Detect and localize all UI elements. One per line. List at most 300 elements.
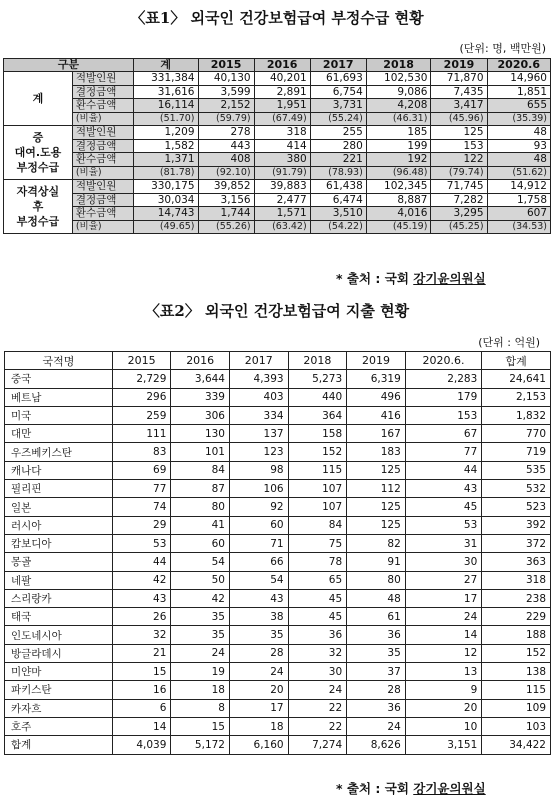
- table2-cell: 35: [171, 608, 230, 626]
- table2-cell: 24: [347, 717, 406, 735]
- table1-cell: (55.24): [310, 112, 366, 126]
- table2-cell: 98: [229, 461, 288, 479]
- table1-row: [4, 166, 551, 180]
- table2-cell: 8,626: [347, 736, 406, 754]
- table2-cell: 112: [347, 480, 406, 498]
- table2-cell: 53: [112, 534, 171, 552]
- table2-cell: 31: [405, 534, 482, 552]
- table1-row: [4, 220, 551, 234]
- table2-row: [5, 370, 551, 388]
- table2-cell: 229: [482, 608, 551, 626]
- table2-total-row: [5, 736, 551, 754]
- table1-cell: 1,571: [254, 207, 310, 221]
- table2-cell: 392: [482, 516, 551, 534]
- table1-cell: 192: [366, 153, 431, 167]
- table2-cell: 92: [229, 498, 288, 516]
- table1-cell: 9,086: [366, 85, 431, 99]
- table2-header-col: 2020.6.: [405, 352, 482, 370]
- table2-row: [5, 644, 551, 662]
- table2-cell: 34,422: [482, 736, 551, 754]
- table2-source-name: 강기윤의원실: [413, 781, 486, 796]
- table2-cell: 21: [112, 644, 171, 662]
- table1-row: [4, 193, 551, 207]
- table2-cell: 50: [171, 571, 230, 589]
- table2-cell: 32: [288, 644, 347, 662]
- table1-cell: 1,582: [133, 139, 198, 153]
- table2-cell: 35: [347, 644, 406, 662]
- table2-cell: 188: [482, 626, 551, 644]
- table2-cell: 13: [405, 663, 482, 681]
- table2-cell: 125: [347, 461, 406, 479]
- table1-cell: 199: [366, 139, 431, 153]
- table1-cell: 16,114: [133, 99, 198, 113]
- table1-cell: 14,912: [487, 180, 550, 194]
- table1-cell: (92.10): [198, 166, 254, 180]
- table2-cell: 318: [482, 571, 551, 589]
- table2-row: [5, 589, 551, 607]
- table1-cell: 30,034: [133, 193, 198, 207]
- table1-cell: 185: [366, 126, 431, 140]
- table1-cell: 122: [431, 153, 487, 167]
- table2-cell: 80: [171, 498, 230, 516]
- table1-cell: 331,384: [133, 72, 198, 86]
- table1-row: [4, 99, 551, 113]
- table2-cell: 24: [288, 681, 347, 699]
- table2-cell: 107: [288, 498, 347, 516]
- table1-cell: (51.70): [133, 112, 198, 126]
- table1-cell: 3,731: [310, 99, 366, 113]
- table2-cell: 54: [229, 571, 288, 589]
- table2-cell: 44: [405, 461, 482, 479]
- table1-row-label: 결정금액: [72, 139, 133, 153]
- table1-row: [4, 180, 551, 194]
- table2-row: [5, 461, 551, 479]
- table1-cell: 31,616: [133, 85, 198, 99]
- table2-cell: 259: [112, 406, 171, 424]
- table2-cell: 12: [405, 644, 482, 662]
- table2-country: 네팔: [5, 571, 113, 589]
- table2-cell: 26: [112, 608, 171, 626]
- table1-cell: 4,208: [366, 99, 431, 113]
- table2-cell: 65: [288, 571, 347, 589]
- table1-group-label: 계: [4, 72, 73, 126]
- table2-cell: 37: [347, 663, 406, 681]
- table1-cell: 380: [254, 153, 310, 167]
- table2-cell: 5,273: [288, 370, 347, 388]
- table1-cell: 14,743: [133, 207, 198, 221]
- table2-cell: 167: [347, 425, 406, 443]
- table1-cell: (81.78): [133, 166, 198, 180]
- table2-cell: 4,039: [112, 736, 171, 754]
- table2-cell: 45: [405, 498, 482, 516]
- table2-cell: 45: [288, 608, 347, 626]
- table2-cell: 41: [171, 516, 230, 534]
- table2-cell: 28: [229, 644, 288, 662]
- table1-row: [4, 207, 551, 221]
- table1-cell: 40,130: [198, 72, 254, 86]
- table1-fraud-status: [3, 58, 551, 234]
- table2-cell: 35: [171, 626, 230, 644]
- table2-cell: 45: [288, 589, 347, 607]
- table2-cell: 6,160: [229, 736, 288, 754]
- table1-cell: (78.93): [310, 166, 366, 180]
- table1-cell: (46.31): [366, 112, 431, 126]
- table2-cell: 24: [229, 663, 288, 681]
- table1-cell: 278: [198, 126, 254, 140]
- table2-cell: 43: [405, 480, 482, 498]
- table2-cell: 10: [405, 717, 482, 735]
- table2-cell: 125: [347, 498, 406, 516]
- table1-cell: 48: [487, 126, 550, 140]
- table2-country: 합계: [5, 736, 113, 754]
- table1-cell: 7,282: [431, 193, 487, 207]
- table1-header-col: 2015: [198, 59, 254, 72]
- table1-cell: 280: [310, 139, 366, 153]
- table2-cell: 238: [482, 589, 551, 607]
- table1-cell: 414: [254, 139, 310, 153]
- table1-cell: 6,474: [310, 193, 366, 207]
- table1-cell: 1,209: [133, 126, 198, 140]
- table2-cell: 36: [347, 699, 406, 717]
- table2-cell: 153: [405, 406, 482, 424]
- table2-header-col: 합계: [482, 352, 551, 370]
- table2-cell: 364: [288, 406, 347, 424]
- table2-header-col: 2018: [288, 352, 347, 370]
- table2-cell: 306: [171, 406, 230, 424]
- table2-cell: 158: [288, 425, 347, 443]
- table2-cell: 78: [288, 553, 347, 571]
- table2-title: 〈표2〉 외국인 건강보험급여 지출 현황: [144, 302, 410, 320]
- table2-header-row: [5, 352, 551, 370]
- table1-cell: (45.19): [366, 220, 431, 234]
- table2-country: 태국: [5, 608, 113, 626]
- table1-cell: 330,175: [133, 180, 198, 194]
- table2-cell: 770: [482, 425, 551, 443]
- table2-country: 인도네시아: [5, 626, 113, 644]
- table2-cell: 719: [482, 443, 551, 461]
- table1-cell: (63.42): [254, 220, 310, 234]
- table1-header-col: 2016: [254, 59, 310, 72]
- table1-cell: 1,851: [487, 85, 550, 99]
- table1-cell: 61,438: [310, 180, 366, 194]
- table2-cell: 532: [482, 480, 551, 498]
- table2-cell: 339: [171, 388, 230, 406]
- table2-country: 파키스탄: [5, 681, 113, 699]
- table2-country: 베트남: [5, 388, 113, 406]
- table1-group-label: 자격상실 후 부정수급: [4, 180, 73, 234]
- table2-header-col: 2017: [229, 352, 288, 370]
- table2-cell: 138: [482, 663, 551, 681]
- table2-row: [5, 534, 551, 552]
- table1-cell: 1,758: [487, 193, 550, 207]
- table2-cell: 17: [405, 589, 482, 607]
- table2-cell: 125: [347, 516, 406, 534]
- table1-cell: 2,152: [198, 99, 254, 113]
- table2-country: 대만: [5, 425, 113, 443]
- table2-row: [5, 498, 551, 516]
- table1-cell: 4,016: [366, 207, 431, 221]
- table2-spending-status: [4, 351, 551, 755]
- table2-cell: 101: [171, 443, 230, 461]
- table2-country: 스리랑카: [5, 589, 113, 607]
- table2-cell: 35: [229, 626, 288, 644]
- table1-body: [4, 72, 551, 234]
- table2-country: 호주: [5, 717, 113, 735]
- table1-row-label: (비율): [72, 112, 133, 126]
- table2-cell: 416: [347, 406, 406, 424]
- table2-cell: 123: [229, 443, 288, 461]
- table1-cell: 318: [254, 126, 310, 140]
- table2-cell: 87: [171, 480, 230, 498]
- table2-row: [5, 608, 551, 626]
- table2-row: [5, 571, 551, 589]
- table1-row-label: 적발인원: [72, 72, 133, 86]
- table2-cell: 130: [171, 425, 230, 443]
- table1-cell: 39,852: [198, 180, 254, 194]
- table1-cell: 408: [198, 153, 254, 167]
- table1-cell: 6,754: [310, 85, 366, 99]
- table2-cell: 523: [482, 498, 551, 516]
- table2-cell: 74: [112, 498, 171, 516]
- table1-header-col: 2018: [366, 59, 431, 72]
- table1-cell: 7,435: [431, 85, 487, 99]
- table2-cell: 53: [405, 516, 482, 534]
- table2-header-col: 2015: [112, 352, 171, 370]
- table2-country: 미얀마: [5, 663, 113, 681]
- table1-source-prefix: * 출처 : 국회: [336, 271, 414, 286]
- table1-cell: (67.49): [254, 112, 310, 126]
- table1-cell: (59.79): [198, 112, 254, 126]
- table2-cell: 3,151: [405, 736, 482, 754]
- table2-cell: 36: [347, 626, 406, 644]
- table2-cell: 71: [229, 534, 288, 552]
- table1-cell: 102,345: [366, 180, 431, 194]
- table2-cell: 111: [112, 425, 171, 443]
- table2-cell: 107: [288, 480, 347, 498]
- table1-cell: (91.79): [254, 166, 310, 180]
- table2-country: 우즈베키스탄: [5, 443, 113, 461]
- table2-cell: 372: [482, 534, 551, 552]
- table1-cell: 14,960: [487, 72, 550, 86]
- table2-cell: 15: [171, 717, 230, 735]
- table2-cell: 103: [482, 717, 551, 735]
- table1-row-label: (비율): [72, 166, 133, 180]
- table2-cell: 84: [171, 461, 230, 479]
- table1-cell: 153: [431, 139, 487, 153]
- table2-cell: 440: [288, 388, 347, 406]
- table2-cell: 5,172: [171, 736, 230, 754]
- table2-cell: 30: [405, 553, 482, 571]
- table1-row-label: 결정금액: [72, 193, 133, 207]
- table2-country: 몽골: [5, 553, 113, 571]
- table1-row: [4, 153, 551, 167]
- table2-cell: 115: [288, 461, 347, 479]
- table1-cell: 2,891: [254, 85, 310, 99]
- table2-row: [5, 699, 551, 717]
- table2-cell: 15: [112, 663, 171, 681]
- table1-cell: 3,156: [198, 193, 254, 207]
- table2-cell: 60: [171, 534, 230, 552]
- table2-row: [5, 717, 551, 735]
- table1-cell: 3,417: [431, 99, 487, 113]
- table2-cell: 115: [482, 681, 551, 699]
- table1-cell: 102,530: [366, 72, 431, 86]
- table1-header-row: [4, 59, 551, 72]
- table2-row: [5, 626, 551, 644]
- table2-row: [5, 480, 551, 498]
- table2-cell: 535: [482, 461, 551, 479]
- table2-cell: 18: [229, 717, 288, 735]
- table2-cell: 8: [171, 699, 230, 717]
- table1-cell: (35.39): [487, 112, 550, 126]
- table1-cell: 255: [310, 126, 366, 140]
- table2-cell: 152: [482, 644, 551, 662]
- table2-cell: 334: [229, 406, 288, 424]
- table2-cell: 22: [288, 699, 347, 717]
- table1-cell: 221: [310, 153, 366, 167]
- table2-country: 중국: [5, 370, 113, 388]
- table2-row: [5, 443, 551, 461]
- table2-cell: 91: [347, 553, 406, 571]
- table1-row: [4, 85, 551, 99]
- table1-cell: 2,477: [254, 193, 310, 207]
- table2-cell: 61: [347, 608, 406, 626]
- table1-cell: 48: [487, 153, 550, 167]
- table2-row: [5, 681, 551, 699]
- table1-cell: (49.65): [133, 220, 198, 234]
- table2-country: 캐나다: [5, 461, 113, 479]
- table1-cell: 607: [487, 207, 550, 221]
- table2-header-col: 국적명: [5, 352, 113, 370]
- table2-country: 캄보디아: [5, 534, 113, 552]
- table2-cell: 32: [112, 626, 171, 644]
- table2-cell: 83: [112, 443, 171, 461]
- table2-country: 일본: [5, 498, 113, 516]
- table2-cell: 27: [405, 571, 482, 589]
- table1-row-label: 적발인원: [72, 180, 133, 194]
- table1-cell: (79.74): [431, 166, 487, 180]
- table2-cell: 296: [112, 388, 171, 406]
- table2-cell: 67: [405, 425, 482, 443]
- table2-unit: (단위 : 억원): [478, 336, 540, 349]
- table1-cell: 3,599: [198, 85, 254, 99]
- table1-header-group: 구분: [4, 59, 134, 72]
- table2-cell: 18: [171, 681, 230, 699]
- table2-cell: 20: [229, 681, 288, 699]
- table2-cell: 42: [112, 571, 171, 589]
- table2-cell: 2,729: [112, 370, 171, 388]
- table2-cell: 29: [112, 516, 171, 534]
- table2-row: [5, 663, 551, 681]
- table2-cell: 30: [288, 663, 347, 681]
- table1-title: 〈표1〉 외국인 건강보험급여 부정수급 현황: [130, 9, 424, 27]
- table1-cell: 1,371: [133, 153, 198, 167]
- table1-row-label: (비율): [72, 220, 133, 234]
- table2-cell: 80: [347, 571, 406, 589]
- table1-cell: 3,510: [310, 207, 366, 221]
- table1-cell: 93: [487, 139, 550, 153]
- table1-cell: 39,883: [254, 180, 310, 194]
- table1-row-label: 환수금액: [72, 153, 133, 167]
- table2-cell: 24: [405, 608, 482, 626]
- table2-row: [5, 553, 551, 571]
- table2-source: [336, 779, 486, 797]
- table2-cell: 106: [229, 480, 288, 498]
- table1-header-col: 계: [133, 59, 198, 72]
- table2-cell: 20: [405, 699, 482, 717]
- table1-cell: 3,295: [431, 207, 487, 221]
- table2-cell: 43: [112, 589, 171, 607]
- table2-cell: 14: [405, 626, 482, 644]
- table2-cell: 22: [288, 717, 347, 735]
- table2-cell: 84: [288, 516, 347, 534]
- table2-cell: 36: [288, 626, 347, 644]
- table2-cell: 38: [229, 608, 288, 626]
- table2-cell: 77: [112, 480, 171, 498]
- table2-cell: 6,319: [347, 370, 406, 388]
- table2-cell: 6: [112, 699, 171, 717]
- table1-cell: 61,693: [310, 72, 366, 86]
- table2-cell: 66: [229, 553, 288, 571]
- table1-cell: 443: [198, 139, 254, 153]
- table1-row: [4, 112, 551, 126]
- table1-cell: (96.48): [366, 166, 431, 180]
- table2-cell: 19: [171, 663, 230, 681]
- table2-cell: 42: [171, 589, 230, 607]
- table1-header-col: 2020.6: [487, 59, 550, 72]
- table2-cell: 496: [347, 388, 406, 406]
- table2-row: [5, 388, 551, 406]
- table1-cell: 1,951: [254, 99, 310, 113]
- table2-cell: 3,644: [171, 370, 230, 388]
- table1-unit: (단위: 명, 백만원): [459, 42, 546, 55]
- table2-cell: 109: [482, 699, 551, 717]
- table2-cell: 16: [112, 681, 171, 699]
- table1-row-label: 결정금액: [72, 85, 133, 99]
- table1-header-col: 2019: [431, 59, 487, 72]
- table2-cell: 69: [112, 461, 171, 479]
- table2-country: 카자흐: [5, 699, 113, 717]
- table2-cell: 363: [482, 553, 551, 571]
- table1-cell: 1,744: [198, 207, 254, 221]
- table2-cell: 43: [229, 589, 288, 607]
- table1-cell: 125: [431, 126, 487, 140]
- table2-cell: 403: [229, 388, 288, 406]
- table2-cell: 60: [229, 516, 288, 534]
- table1-cell: 71,870: [431, 72, 487, 86]
- table1-cell: 655: [487, 99, 550, 113]
- table2-cell: 152: [288, 443, 347, 461]
- table2-cell: 179: [405, 388, 482, 406]
- table2-cell: 77: [405, 443, 482, 461]
- table2-cell: 48: [347, 589, 406, 607]
- table2-cell: 54: [171, 553, 230, 571]
- table1-cell: (34.53): [487, 220, 550, 234]
- table1-cell: (55.26): [198, 220, 254, 234]
- table2-country: 미국: [5, 406, 113, 424]
- table2-row: [5, 425, 551, 443]
- table1-header-col: 2017: [310, 59, 366, 72]
- table1-row: [4, 139, 551, 153]
- table1-source: [336, 269, 486, 287]
- table2-row: [5, 406, 551, 424]
- table2-cell: 2,283: [405, 370, 482, 388]
- table2-cell: 137: [229, 425, 288, 443]
- table2-cell: 24,641: [482, 370, 551, 388]
- table2-country: 방글라데시: [5, 644, 113, 662]
- table2-cell: 44: [112, 553, 171, 571]
- table1-cell: (45.25): [431, 220, 487, 234]
